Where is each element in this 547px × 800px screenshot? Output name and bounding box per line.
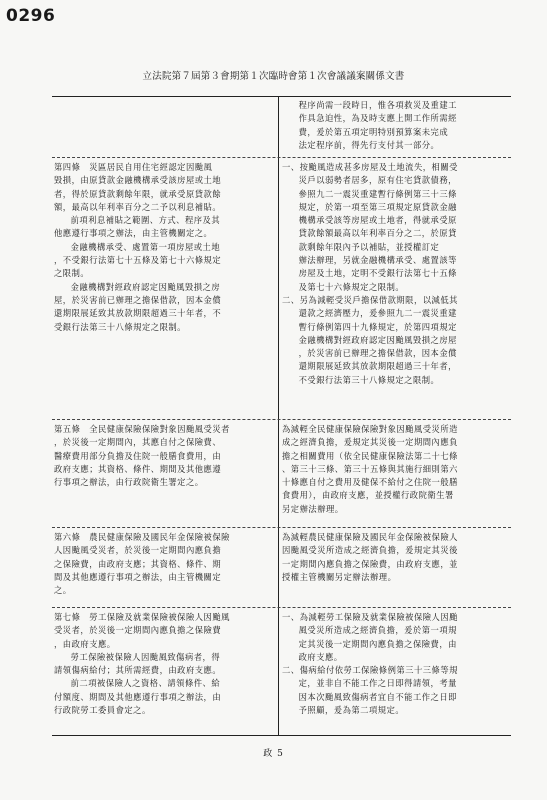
explanation-line: 費，爰於第五項定明特別預算案未完成 xyxy=(298,126,449,137)
explanation-line: 暫行條例第四十九條規定，於第四項規定 xyxy=(298,321,457,332)
explanation-line: ，於災害前已辦理之擔保借款，因本金償 xyxy=(298,348,457,359)
article-text-cell xyxy=(54,161,275,334)
page-footer: 政 5 xyxy=(263,749,284,759)
table-row-article-5 xyxy=(52,419,511,514)
explanation-line: 法定程序前，得先行支付其一部分。 xyxy=(298,139,440,150)
article-line: 金融機構承受、處置第一項房屋或土地 xyxy=(70,241,221,252)
explanation-line: 還期限展延致其放款期限超過三十年者， xyxy=(298,361,457,372)
article-line: 前項利息補貼之範圍、方式、程序及其 xyxy=(70,215,221,226)
explanation-line: 不受銀行法第三十八條規定之限制。 xyxy=(298,374,440,385)
explanation-line: 二、傷病給付依勞工保險條例第三十三條等規 xyxy=(282,665,458,676)
article-line: 人因颱風受災者，於災後一定期間內應負擔 xyxy=(54,545,222,556)
article-line: 第五條 全民健康保險保險對象因颱風受災者 xyxy=(54,424,230,434)
article-line: 勞工保險被保險人因颱風致傷病者，得 xyxy=(70,651,221,662)
explanation-line: 一定期間內應負擔之保險費，由政府支應，並 xyxy=(282,558,458,569)
bill-comparison-table xyxy=(52,96,511,736)
article-line: 政府支應；其資格、條件、期間及其他應遵 xyxy=(54,463,222,474)
article-line: ，不受銀行法第七十五條及第七十六條規定 xyxy=(54,255,222,266)
article-line: 之。 xyxy=(54,585,72,596)
article-line: 間及其他應遵行事項之辦法，由主管機關定 xyxy=(54,571,222,582)
article-line: 他應遵行事項之辦法，由主管機關定之。 xyxy=(54,228,213,239)
explanation-line: 為減輕農民健康保險及國民年金保險被保險人 xyxy=(282,532,458,542)
explanation-line: 定其災後一定期間內應負擔之保險費，由 xyxy=(298,638,457,649)
explanation-cell xyxy=(282,99,510,152)
article-line: 毀損，由原貸款金融機構承受該房屋或土地 xyxy=(54,175,222,186)
article-line: 前二項被保險人之資格、請領條件、給 xyxy=(70,678,221,689)
article-text-cell xyxy=(54,611,275,717)
explanation-line: 風受災所造成之經濟負擔，爰於第一項規 xyxy=(298,625,457,636)
explanation-line: 機構承受該等房屋或土地者，得就承受原 xyxy=(298,215,457,226)
explanation-cell xyxy=(282,161,510,387)
document-header-title: 立法院第７屆第３會期第１次臨時會第１次會議議案關係文書 xyxy=(142,71,405,82)
article-text-cell xyxy=(54,531,275,597)
article-line: 還期限展延致其放款期限超過三十年者，不 xyxy=(54,308,222,319)
article-line: 醫療費用部分負擔及住院一般膳食費用，由 xyxy=(54,450,222,461)
explanation-line: 貸款餘額最高以年利率百分之二，於原貸 xyxy=(298,228,457,239)
explanation-line: 、第三十三條、第三十五條與其施行細則第六 xyxy=(282,463,458,474)
explanation-line: 予照顧，爰為第二項規定。 xyxy=(298,705,405,716)
explanation-line: 為減輕全民健康保險保險對象因颱風受災所造 xyxy=(282,424,458,434)
explanation-line: 因颱風受災所造成之經濟負擔，爰規定其災後 xyxy=(282,545,458,556)
table-row-article-4 xyxy=(52,157,511,385)
article-line: 之限制。 xyxy=(54,268,90,279)
article-line: 金融機構對經政府認定因颱風毀損之房 xyxy=(70,281,221,292)
column-divider xyxy=(278,97,279,735)
explanation-line: 定，並非自不能工作之日即得請領，考量 xyxy=(298,678,457,689)
article-line: 屋，於災害前已辦理之擔保借款，因本金償 xyxy=(54,294,222,305)
explanation-line: 擔之相關費用（依全民健康保險法第二十七條 xyxy=(282,450,458,461)
explanation-line: 還款之經濟壓力，爰參照九二一震災重建 xyxy=(298,308,457,319)
explanation-cell xyxy=(282,531,510,584)
explanation-cell xyxy=(282,423,510,516)
explanation-line: 房屋及土地，定明不受銀行法第七十五條 xyxy=(298,268,457,279)
article-line: 付額度、期間及其他應遵行事項之辦法，由 xyxy=(54,691,222,702)
article-line: 第七條 勞工保險及就業保險被保險人因颱風 xyxy=(54,612,230,622)
explanation-line: 另定辦法辦理。 xyxy=(282,503,344,514)
article-line: 行政院勞工委員會定之。 xyxy=(54,705,151,716)
explanation-line: 一、為減輕勞工保險及就業保險被保險人因颱 xyxy=(282,612,458,622)
explanation-line: 金融機構對經政府認定因颱風毀損之房屋 xyxy=(298,334,457,345)
explanation-line: 作具急迫性，為及時支應上開工作所需經 xyxy=(298,113,457,124)
article-line: 請領傷病給付；其所需經費，由政府支應。 xyxy=(54,665,222,676)
explanation-line: 二、另為減輕受災戶擔保借款期限，以減低其 xyxy=(282,294,458,305)
explanation-line: 程序尚需一段時日，惟各項救災及重建工 xyxy=(298,100,457,110)
explanation-line: 成之經濟負擔，爰規定其災後一定期間內應負 xyxy=(282,437,458,448)
explanation-line: 款剩餘年限內予以補貼，並授權訂定 xyxy=(298,241,440,252)
article-line: 行事項之辦法，由行政院衛生署定之。 xyxy=(54,477,204,488)
explanation-line: 食費用），由政府支應，並授權行政院衛生署 xyxy=(282,490,454,501)
explanation-line: 政府支應。 xyxy=(298,651,343,662)
explanation-line: 及第七十六條規定之限制。 xyxy=(298,281,405,292)
article-text-cell xyxy=(54,423,275,489)
explanation-line: 因本次颱風致傷病者宜自不能工作之日即 xyxy=(298,691,457,702)
table-row-article-6 xyxy=(52,527,511,596)
explanation-line: 災戶以弱勢者居多，原有住宅貸款債務， xyxy=(298,175,457,186)
explanation-cell xyxy=(282,611,510,717)
explanation-line: 辦法辦理，另就金融機構承受、處置該等 xyxy=(298,255,457,266)
table-row-article-7 xyxy=(52,607,511,716)
article-line: ，由政府支應。 xyxy=(54,638,116,649)
article-line: 之保險費，由政府支應；其資格、條件、期 xyxy=(54,558,222,569)
article-line: 第四條 災區居民自用住宅經認定因颱風 xyxy=(54,162,213,172)
explanation-line: 十條應自付之費用及健保不給付之住院一般膳 xyxy=(282,477,458,488)
explanation-line: 參照九二一震災重建暫行條例第三十三條 xyxy=(298,188,457,199)
article-line: ，於災後一定期間內，其應自付之保險費、 xyxy=(54,437,222,448)
article-line: 第六條 農民健康保險及國民年金保險被保險 xyxy=(54,532,230,542)
article-line: 受銀行法第三十八條規定之限制。 xyxy=(54,321,186,332)
article-line: 額，最高以年利率百分之二予以利息補貼。 xyxy=(54,201,222,212)
explanation-line: 規定，於第一項至第三項規定原貸款金融 xyxy=(298,201,457,212)
article-line: 者，得於原貸款剩餘年限，就承受原貸款餘 xyxy=(54,188,222,199)
page-stamp-number: 0296 xyxy=(6,6,56,26)
article-line: 受災者，於災後一定期間內應負擔之保險費 xyxy=(54,625,222,636)
explanation-line: 一、按颱風造成甚多房屋及土地流失，相關受 xyxy=(282,162,458,172)
explanation-line: 授權主管機關另定辦法辦理。 xyxy=(282,571,397,582)
